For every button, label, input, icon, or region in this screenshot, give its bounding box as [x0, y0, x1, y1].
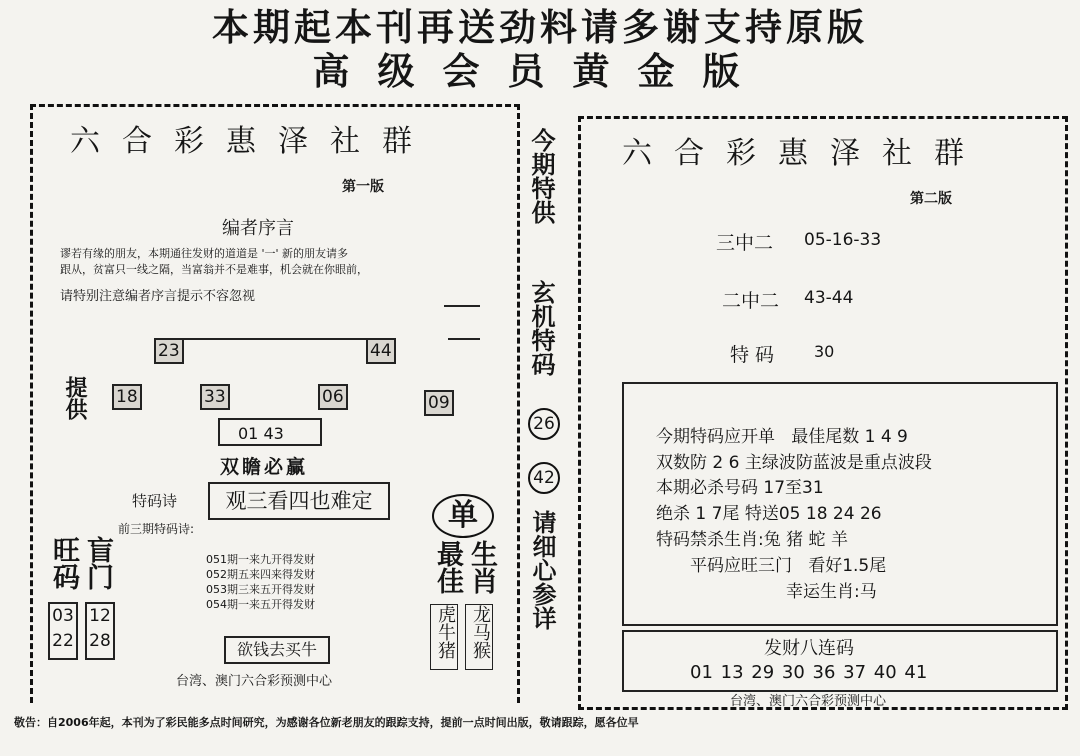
- footer-notice: 敬告：自2006年起，本刊为了彩民能多点时间研究，为感谢各位新老朋友的跟踪支持，提前一点时间出版，敬请跟踪，愿各位早: [14, 716, 639, 729]
- slogan: 双瞻必赢: [220, 456, 309, 478]
- provide-num-1: 18: [112, 384, 142, 410]
- mang-label: 盲门: [82, 536, 113, 590]
- prev-line-2: 052期五来四来得发财: [206, 568, 315, 581]
- prev-line-1: 051期一来九开得发财: [206, 553, 315, 566]
- analysis-line-5: 特码禁杀生肖:兔 猪 蛇 羊: [656, 530, 848, 550]
- provide-label: 提供: [62, 376, 87, 420]
- preface-line-2: 跟从，贫富只一线之隔，当富翁并不是难事，机会就在你眼前，: [60, 263, 368, 276]
- provide-num-3: 06: [318, 384, 348, 410]
- mang-nums-box: [85, 602, 115, 660]
- left-edition: 第一版: [342, 179, 384, 195]
- wang-label: 旺码: [48, 536, 79, 590]
- dan-circle: 单: [432, 494, 494, 538]
- right-center-name: 台湾、澳门六合彩预测中心: [730, 694, 887, 709]
- animals-box-2: 龙马猴: [465, 604, 493, 670]
- preface-title: 编者序言: [222, 218, 294, 239]
- analysis-line-4: 绝杀 1 7尾 特送05 18 24 26: [656, 504, 882, 524]
- analysis-line-2: 双数防 2 6 主绿波防蓝波是重点波段: [656, 453, 932, 473]
- right-group-title: 六合彩惠泽社群: [622, 136, 986, 171]
- preface-line-1: 谬若有缘的朋友，本期通往发财的道道是 '一' 新的朋友请多: [60, 247, 349, 260]
- row3-label: 特 码: [730, 344, 775, 366]
- wang-nums-box: [48, 602, 78, 660]
- analysis-line-7: 幸运生肖:马: [786, 582, 877, 602]
- analysis-line-3: 本期必杀号码 17至31: [656, 478, 824, 498]
- left-center-name: 台湾、澳门六合彩预测中心: [176, 674, 333, 689]
- row3-value: 30: [814, 342, 835, 361]
- top-num-2: 44: [366, 338, 396, 364]
- analysis-line-1: 今期特码应开单 最佳尾数 1 4 9: [656, 427, 908, 447]
- right-edition: 第二版: [910, 191, 952, 207]
- middle-circle-1: 26: [528, 408, 560, 440]
- lucky-numbers: 01 13 29 30 36 37 40 41: [690, 662, 928, 683]
- middle-mid: 玄机特码: [527, 280, 555, 376]
- mang-num-2: 28: [89, 631, 111, 651]
- poem-label: 特码诗: [132, 492, 178, 510]
- top-nums-line: [182, 338, 368, 340]
- middle-top: 今期特供: [527, 128, 555, 224]
- wang-num-2: 22: [52, 631, 74, 651]
- prev-line-3: 053期三来五开得发财: [206, 583, 315, 596]
- mang-num-1: 12: [89, 606, 111, 626]
- left-group-title: 六合彩惠泽社群: [70, 124, 434, 159]
- divider-line: [444, 305, 480, 307]
- row1-label: 三中二: [716, 232, 774, 254]
- divider-line-2: [448, 338, 480, 340]
- middle-bottom: 请细心参详: [528, 510, 556, 630]
- lucky-title: 发财八连码: [764, 638, 854, 659]
- row1-value: 05-16-33: [804, 230, 882, 250]
- provide-num-2: 33: [200, 384, 230, 410]
- animals-box-1: 虎牛猪: [430, 604, 458, 670]
- poem-text: 观三看四也难定: [208, 482, 390, 520]
- best-label: 最佳: [432, 540, 463, 594]
- row2-value: 43-44: [804, 288, 854, 308]
- prev-line-4: 054期一来五开得发财: [206, 598, 315, 611]
- preface-note: 请特别注意编者序言提示不容忽视: [60, 289, 256, 304]
- prev-label: 前三期特码诗:: [118, 522, 195, 536]
- provide-num-4: 09: [424, 390, 454, 416]
- top-num-1: 23: [154, 338, 184, 364]
- sheng-label: 生肖: [466, 540, 497, 594]
- row2-label: 二中二: [722, 290, 780, 312]
- wang-num-1: 03: [52, 606, 74, 626]
- buy-box: 欲钱去买牛: [224, 636, 330, 664]
- analysis-line-6: 平码应旺三门 看好1.5尾: [690, 556, 887, 576]
- middle-circle-2: 42: [528, 462, 560, 494]
- header-line-2: 高级会员黄金版: [312, 50, 768, 93]
- header-line-1: 本期起本刊再送劲料请多谢支持原版: [212, 6, 868, 49]
- boxed-numbers: 01 43: [218, 418, 322, 446]
